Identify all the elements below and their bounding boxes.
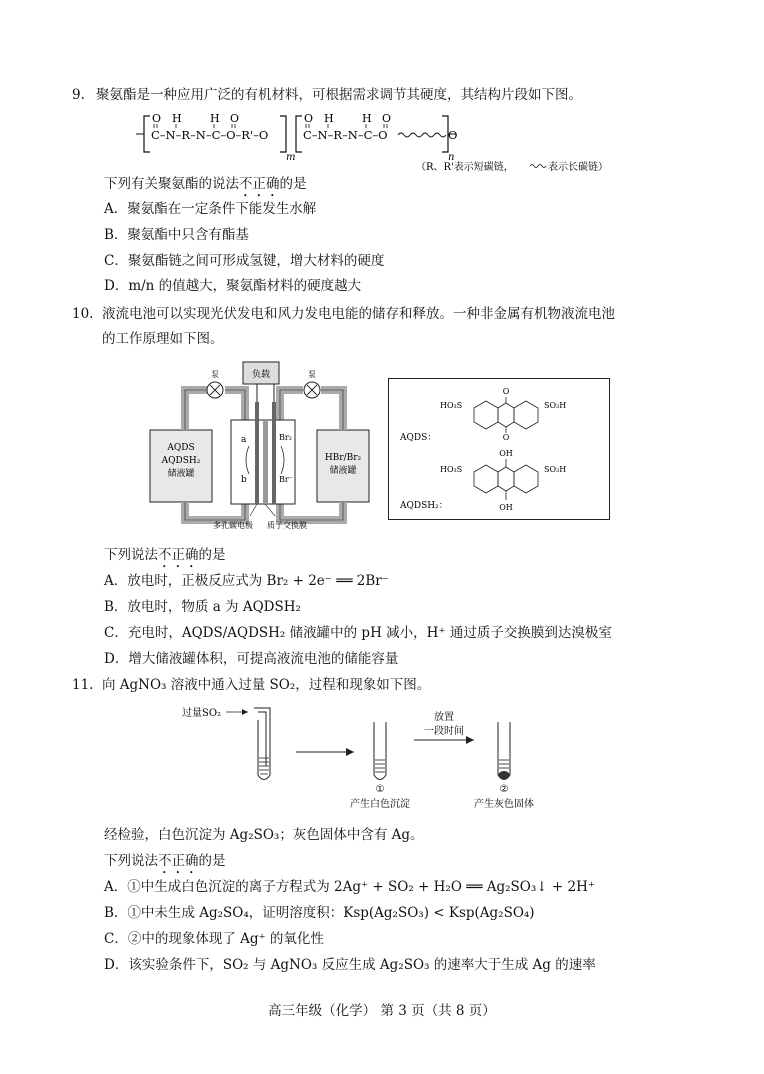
membrane-label: 质子交换膜 — [267, 521, 307, 530]
q9-wave-legend — [530, 165, 546, 168]
q10-ask-not: 不正确 — [158, 547, 199, 563]
label-b: b — [241, 475, 247, 485]
q11-result: 经检验，白色沉淀为 Ag₂SO₃；灰色固体中含有 Ag。 — [104, 827, 424, 843]
q9-number: 9. — [72, 87, 85, 103]
q9-h1: H — [172, 112, 182, 125]
label-brm: Br⁻ — [279, 475, 293, 484]
q10-molecules-box — [388, 378, 610, 520]
q9-option-c: C．聚氨酯链之间可形成氢键，增大材料的硬度 — [104, 253, 385, 269]
q9-ask-prefix: 下列有关聚氨酯的说法 — [104, 176, 239, 192]
left-tank-l1: AQDS — [167, 443, 195, 453]
tube2-desc: 产生灰色固体 — [474, 799, 534, 810]
aqdsh2-oh-top: OH — [499, 449, 513, 458]
aqds-o-top: O — [502, 387, 510, 396]
q9-structure — [130, 108, 650, 176]
right-electrode — [272, 402, 276, 504]
q9-option-d: D．m/n 的值越大，聚氨酯材料的硬度越大 — [104, 278, 362, 294]
q11-diagram — [178, 700, 578, 815]
q9-note: （R、R'表示短碳链， — [416, 162, 514, 173]
q11-stem: 向 AgNO₃ 溶液中通入过量 SO₂，过程和现象如下图。 — [102, 677, 431, 693]
q10-battery-diagram — [145, 360, 385, 532]
left-tank-l3: 储液罐 — [167, 469, 195, 479]
aqdsh2-oh-bottom: OH — [499, 503, 513, 512]
q10-ask — [104, 546, 226, 571]
aqds-label: AQDS： — [400, 433, 437, 443]
q10-option-c: C．充电时，AQDS/AQDSH₂ 储液罐中的 pH 减小，H⁺ 通过质子交换膜到达溴极室 — [104, 625, 612, 641]
tube-2 — [498, 722, 510, 780]
q11-ask-prefix: 下列说法 — [104, 853, 158, 869]
q11-ask-suffix: 的是 — [198, 853, 226, 869]
tube1-num: ① — [375, 784, 385, 795]
q9-long-chain-wave — [398, 133, 446, 137]
q9-option-a: A．聚氨酯在一定条件下能发生水解 — [104, 201, 317, 217]
q9-h2: H — [210, 112, 220, 125]
q9-m: m — [286, 152, 296, 163]
tube-0 — [258, 720, 270, 780]
q11-ask — [104, 852, 226, 877]
q10-option-a: A．放电时，正极反应式为 Br₂ + 2e⁻ ══ 2Br⁻ — [104, 573, 389, 589]
q9-ask-not: 不正确 — [239, 176, 280, 192]
q10-number: 10. — [72, 306, 94, 322]
q10-stem2: 的工作原理如下图。 — [102, 331, 224, 347]
q11-ask-not: 不正确 — [158, 853, 199, 869]
q10-ask-prefix: 下列说法 — [104, 547, 158, 563]
q9-o2: O — [230, 112, 240, 125]
tube-1 — [374, 722, 386, 780]
q9-n: n — [448, 152, 455, 163]
page-footer: 高三年级（化学） 第 3 页（共 8 页） — [268, 1003, 496, 1019]
gas-label: 过量SO₂ — [182, 708, 222, 719]
q9-o4: O — [382, 112, 392, 125]
left-tank-l2: AQDSH₂ — [161, 456, 201, 466]
aqds-o-bottom: O — [502, 433, 510, 442]
aqdsh2-label: AQDSH₂： — [400, 501, 448, 511]
q9-note2: 表示长碳链） — [548, 162, 608, 173]
q11-option-d: D．该实验条件下，SO₂ 与 AgNO₃ 反应生成 Ag₂SO₃ 的速率大于生成 Ag 的速率 — [104, 957, 596, 973]
q10-option-d: D．增大储液罐体积，可提高液流电池的储能容量 — [104, 651, 399, 667]
q10-ask-suffix: 的是 — [198, 547, 226, 563]
right-tank-l2: 储液罐 — [329, 466, 357, 476]
q11-option-b: B．①中未生成 Ag₂SO₄，证明溶度积：Ksp(Ag₂SO₃) < Ksp(Ag₂SO₄) — [104, 905, 535, 921]
q9-ask-suffix: 的是 — [279, 176, 307, 192]
q11-option-a: A．①中生成白色沉淀的离子方程式为 2Ag⁺ + SO₂ + H₂O ══ Ag₂SO₃↓ + 2H⁺ — [104, 879, 595, 895]
q9-stem: 聚氨酯是一种应用广泛的有机材料，可根据需求调节其硬度，其结构片段如下图。 — [96, 87, 582, 103]
membrane — [263, 420, 268, 504]
aqdsh2-so3h: SO₃H — [544, 465, 567, 474]
label-a: a — [241, 435, 247, 445]
electrode-label: 多孔碳电极 — [213, 521, 253, 530]
q11-option-c: C．②中的现象体现了 Ag⁺ 的氧化性 — [104, 931, 324, 947]
q9-frag2: C–N–R–N–C–O — [303, 128, 388, 142]
q9-o1: O — [152, 112, 162, 125]
aqds-so3h: SO₃H — [544, 401, 567, 410]
q9-h4: H — [362, 112, 372, 125]
tube1-desc: 产生白色沉淀 — [350, 799, 410, 810]
left-pump-label: 泵 — [211, 370, 219, 379]
aqds-ho3s: HO₃S — [440, 401, 463, 410]
wait-label-2: 一段时间 — [424, 726, 464, 737]
wait-label-1: 放置 — [434, 712, 454, 723]
left-electrode — [255, 402, 259, 504]
right-tank-l1: HBr/Br₂ — [324, 453, 362, 463]
q9-o-end: O — [448, 128, 458, 142]
label-br2: Br₂ — [279, 433, 292, 442]
right-pump-label: 泵 — [308, 370, 316, 379]
q9-option-b: B．聚氨酯中只含有酯基 — [104, 227, 249, 243]
q9-o3: O — [304, 112, 314, 125]
q9-ask — [104, 175, 307, 200]
q10-stem1: 液流电池可以实现光伏发电和风力发电电能的储存和释放。一种非金属有机物液流电池 — [102, 306, 615, 322]
q11-number: 11. — [72, 677, 94, 693]
load-label: 负载 — [251, 370, 271, 380]
q9-frag1: C–N–R–N–C–O–R'–O — [151, 128, 269, 142]
aqdsh2-ho3s: HO₃S — [440, 465, 463, 474]
q9-h3: H — [324, 112, 334, 125]
tube2-num: ② — [499, 784, 509, 795]
left-tank — [150, 430, 212, 502]
q10-option-b: B．放电时，物质 a 为 AQDSH₂ — [104, 599, 301, 615]
